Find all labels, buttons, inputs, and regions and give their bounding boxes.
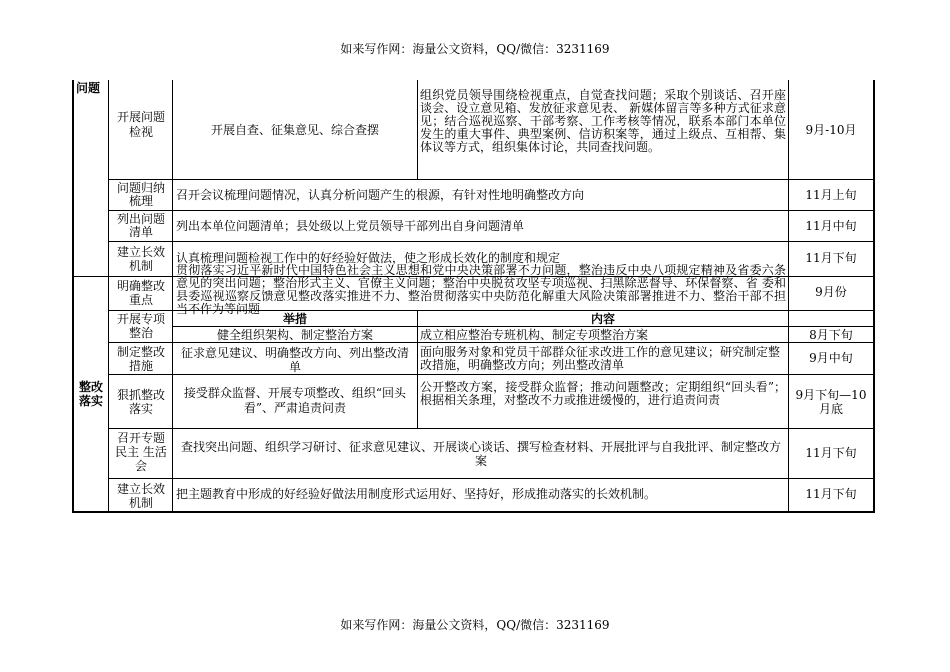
row-content: 成立相应整治专班机构、制定专项整治方案: [420, 328, 649, 342]
row-item: 明确整改重点: [116, 279, 165, 307]
measure-header: 举措: [282, 312, 307, 326]
row-item: 开展专项整治: [116, 312, 165, 340]
row-time: 9月下旬—10月底: [795, 388, 867, 416]
row-measure: 开展自查、征集意见、综合查摆: [210, 123, 379, 137]
page-footer: 如来写作网：海量公文资料，QQ/微信：3231169: [340, 618, 610, 632]
row-time: 9月-10月: [805, 123, 857, 137]
row-item: 建立长效机制: [116, 482, 165, 510]
row-item: 建立长效机制: [116, 245, 165, 273]
row-time: 11月下旬: [805, 251, 857, 265]
row-time: 9月中旬: [809, 351, 853, 365]
row-item: 制定整改措施: [116, 345, 165, 373]
row-content: 查找突出问题、组织学习研讨、征求意见建议、开展谈心谈话、撰写检查材料、开展批评与自我批评、制定整改方案: [180, 440, 781, 468]
row-time: 11月下旬: [805, 487, 857, 501]
row-item: 列出问题清单: [116, 212, 165, 239]
row-time: 11月中旬: [805, 219, 857, 233]
section-problem-label: 问题: [76, 81, 101, 95]
row-time: 11月上旬: [805, 188, 857, 202]
row-measure: 健全组织架构、制定整治方案: [216, 328, 373, 342]
section-rectify-label: 整改落实: [78, 380, 103, 408]
row-time: 8月下旬: [809, 328, 853, 342]
row-time: 9月份: [815, 285, 847, 299]
row-time: 11月下旬: [805, 446, 857, 460]
row-content: 召开会议梳理问题情况，认真分析问题产生的根源，有针对性地明确整改方向: [176, 188, 585, 202]
row-content: 列出本单位问题清单；县处级以上党员领导干部列出自身问题清单: [176, 219, 525, 233]
row-item: 开展问题检视: [116, 110, 165, 139]
row-content: 公开整改方案，接受群众监督；推动问题整改；定期组织“回头看”；根据相关条理，对整改不力或推进缓慢的，进行追责问责: [420, 380, 786, 407]
row-content: 面向服务对象和党员干部群众征求改进工作的意见建议；研究制定整改措施，明确整改方向；列出整改清单: [420, 345, 781, 372]
row-content: 组织党员领导围绕检视重点，自觉查找问题；采取个别谈话、召开座谈会、设立意见箱、发放征求意见表、 新媒体留言等多种方式征求意见；结合巡视巡察、干部考察、工作考核等情况，联系本部门本单位发生的重大事件、典型案例、信访积案等，通过上级点、互相帮、集体议等方式，组织集体讨论，共同查找问题。: [420, 88, 786, 154]
page-header: 如来写作网：海量公文资料，QQ/微信：3231169: [340, 42, 610, 56]
row-measure: 接受群众监督、开展专项整改、组织“回头看”、严肃追责问责: [183, 386, 407, 415]
row-item: 狠抓整改落实: [116, 388, 165, 416]
content-header: 内容: [590, 312, 615, 326]
row-measure: 征求意见建议、明确整改方向、列出整改清单: [180, 346, 409, 374]
row-item: 召开专题民主 生活会: [115, 431, 167, 473]
row-item: 问题归纳梳理: [116, 181, 165, 208]
row-content: 把主题教育中形成的好经验好做法用制度形式运用好、坚持好，形成推动落实的长效机制。: [176, 487, 657, 501]
row-content: 认真梳理问题检视工作中的好经验好做法，使之形成长效化的制度和规定: [176, 251, 561, 265]
row-content: 贯彻落实习近平新时代中国特色社会主义思想和党中央决策部署不力问题，整治违反中央八项规定精神及省委六条意见的突出问题；整治形式主义、官僚主义问题；整治中央脱贫攻坚专项巡视、扫黑除恶督导、环保督察、省 委和县委巡视巡察反馈意见整改落实推进不力、整治贯彻落实中央防范化解重大风险决策部署推进不力、整治干部不担当不作为等问题: [176, 263, 786, 316]
